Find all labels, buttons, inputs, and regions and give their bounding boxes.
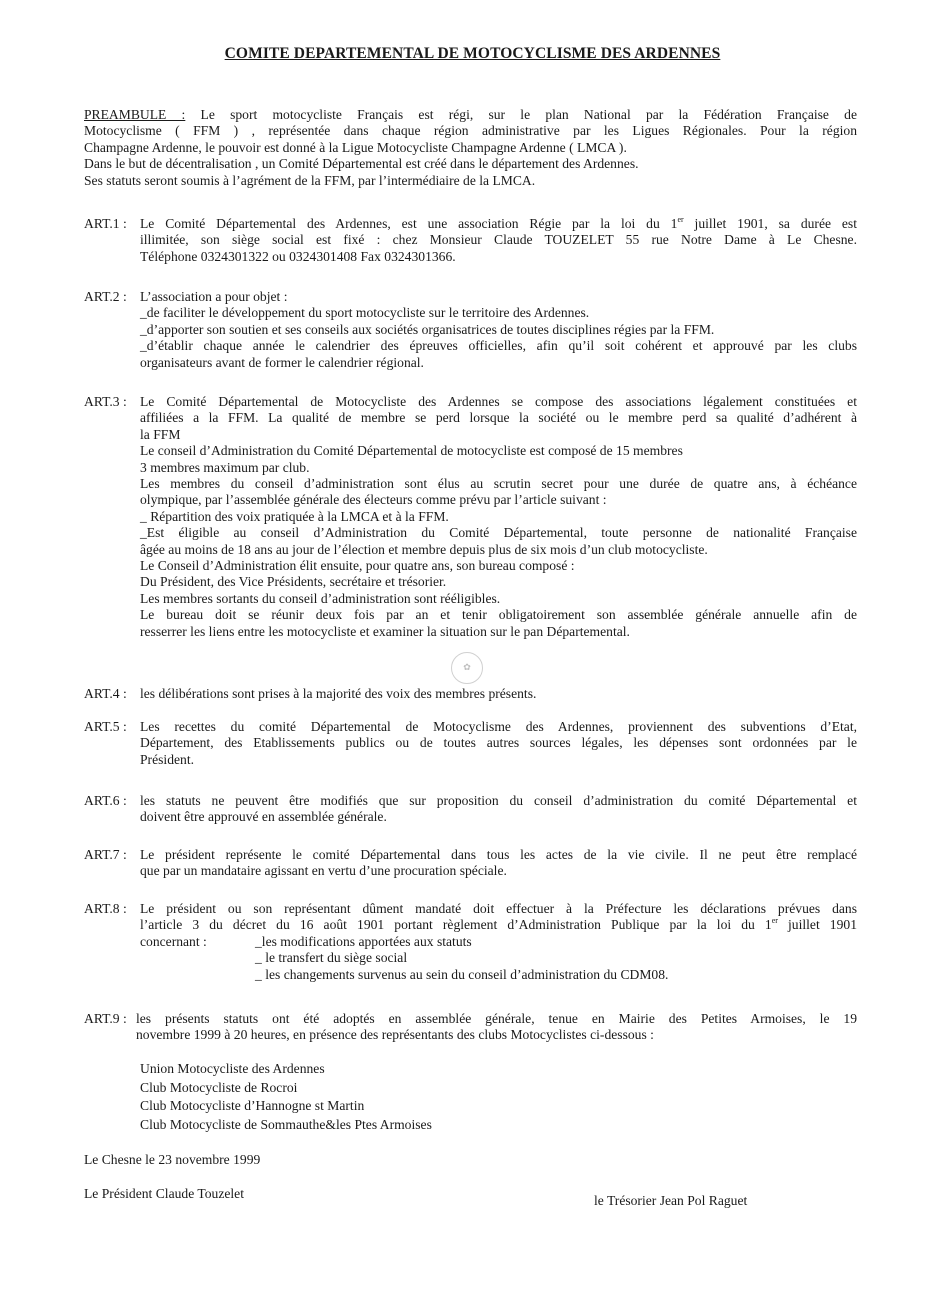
article-label: ART.4 : bbox=[84, 686, 127, 701]
article-8: ART.8 : Le président ou son représentant dûment mandaté doit effectuer à la Préfecture les déclarations prévues dans l’article 3 du décret du 16 août 1901 portant règlement d’Administration Publique par la loi du 1er juillet 1901 concernant : _les modifications apportées aux statuts _ le transfert du siège social _ les changements survenus au sein du conseil d’administration du CDM08. bbox=[84, 901, 857, 982]
article-6: ART.6 : les statuts ne peuvent être modifiés que sur proposition du conseil d’administration du comité Départemental et doivent être approuvé en assemblée générale. bbox=[84, 793, 857, 825]
article-label: ART.9 : bbox=[84, 1011, 127, 1026]
article-7: ART.7 : Le président représente le comité Départemental dans tous les actes de la vie civile. Il ne peut être remplacé que par un mandataire agissant en vertu d’une procuration spéciale. bbox=[84, 847, 857, 879]
list-item: _ le transfert du siège social bbox=[255, 950, 408, 966]
article-label: ART.7 : bbox=[84, 847, 127, 862]
article-5: ART.5 : Les recettes du comité Départemental de Motocyclisme des Ardennes, proviennent des subventions d’Etat, Département, des Etablissements publics ou de toutes autres sources légales, les dépenses sont ordonnées par le Président. bbox=[84, 719, 857, 767]
list-item: Club Motocycliste de Rocroi bbox=[140, 1079, 298, 1095]
article-label: ART.5 : bbox=[84, 719, 127, 734]
art8-list bbox=[255, 934, 857, 983]
preamble-label: PREAMBULE : bbox=[84, 107, 186, 122]
article-2: ART.2 : L’association a pour objet : _de faciliter le développement du sport motocycliste sur le territoire des Ardennes. _d’apporter son soutien et ses conseils aux sociétés organisatrices de toutes disciplines régies par la FFM. _d’établir chaque année le calendrier des épreuves officielles, afin qu’il soit cohérent et approuvé par les clubs organisateurs avant de former le calendrier régional. bbox=[84, 289, 857, 370]
list-item: Club Motocycliste d’Hannogne st Martin bbox=[140, 1098, 365, 1114]
watermark-stamp-icon: ✿ bbox=[451, 652, 483, 684]
list-item: _ les changements survenus au sein du conseil d’administration du CDM08. bbox=[255, 966, 669, 982]
article-label: ART.1 : bbox=[84, 216, 127, 231]
article-label: ART.8 : bbox=[84, 901, 127, 916]
list-item: Union Motocycliste des Ardennes bbox=[140, 1061, 325, 1076]
article-label: ART.3 : bbox=[84, 394, 127, 409]
signature-president: Le Président Claude Touzelet bbox=[84, 1186, 244, 1201]
place-date: Le Chesne le 23 novembre 1999 bbox=[84, 1152, 261, 1167]
preamble: PREAMBULE : Le sport motocycliste Français est régi, sur le plan National par la Fédération Française de Motocyclisme ( FFM ) , représentée dans chaque région administrative par les Ligues Régionales. Pour la région Champagne Ardenne, le pouvoir est donné à la Ligue Motocycliste Champagne Ardenne ( LMCA ). Dans le but de décentralisation , un Comité Départemental est créé dans le département des Ardennes. Ses statuts seront soumis à l’agrément de la FFM, par l’intermédiaire de la LMCA. bbox=[84, 107, 858, 188]
article-9: ART.9 : les présents statuts ont été adoptés en assemblée générale, tenue en Mairie des Petites Armoises, le 19 novembre 1999 à 20 heures, en présence des représentants des clubs Motocyclistes ci-dessous : bbox=[84, 1011, 857, 1043]
article-4: ART.4 : les délibérations sont prises à la majorité des voix des membres présents. bbox=[84, 686, 537, 701]
article-3: ART.3 : Le Comité Départemental de Motocycliste des Ardennes se compose des associations légalement constituées et affiliées a la FFM. La qualité de membre se perd lorsque la société ou le membre perd sa qualité d’adhérent à la FFM Le conseil d’Administration du Comité Départemental de motocycliste est composé de 15 membres 3 membres maximum par club. Les membres du conseil d’administration sont élus au scrutin secret pour une durée de quatre ans, à échéance olympique, par l’assemblée générale des électeurs comme prévu par l’article suivant : _ Répartition des voix pratiquée à la LMCA et à la FFM. _Est éligible au conseil d’Administration du Comité Départemental, toute personne de nationalité Française âgée au moins de 18 ans au jour de l’élection et membre depuis plus de six mois d’un club motocycliste. Le Conseil d’Administration élit ensuite, pour quatre ans, son bureau composé : Du Président, des Vice Présidents, secrétaire et trésorier. Les membres sortants du conseil d’administration sont rééligibles. Le bureau doit se réunir deux fois par an et tenir obligatoirement son assemblée générale annuelle afin de resserrer les liens entre les motocycliste et examiner la situation sur le pan Départemental. bbox=[84, 394, 857, 639]
article-1: ART.1 : Le Comité Départemental des Ardennes, est une association Régie par la loi du 1er juillet 1901, sa durée est illimitée, son siège social est fixé : chez Monsieur Claude TOUZELET 55 rue Notre Dame à Le Chesne. Téléphone 0324301322 ou 0324301408 Fax 0324301366. bbox=[84, 215, 857, 264]
document-title: COMITE DEPARTEMENTAL DE MOTOCYCLISME DES ARDENNES bbox=[224, 45, 721, 62]
list-item: Club Motocycliste de Sommauthe&les Ptes Armoises bbox=[140, 1116, 432, 1132]
clubs-list bbox=[140, 1060, 432, 1134]
article-label: ART.2 : bbox=[84, 289, 127, 304]
list-item: _les modifications apportées aux statuts bbox=[255, 933, 472, 949]
article-label: ART.6 : bbox=[84, 793, 127, 808]
signature-treasurer: le Trésorier Jean Pol Raguet bbox=[594, 1193, 748, 1208]
